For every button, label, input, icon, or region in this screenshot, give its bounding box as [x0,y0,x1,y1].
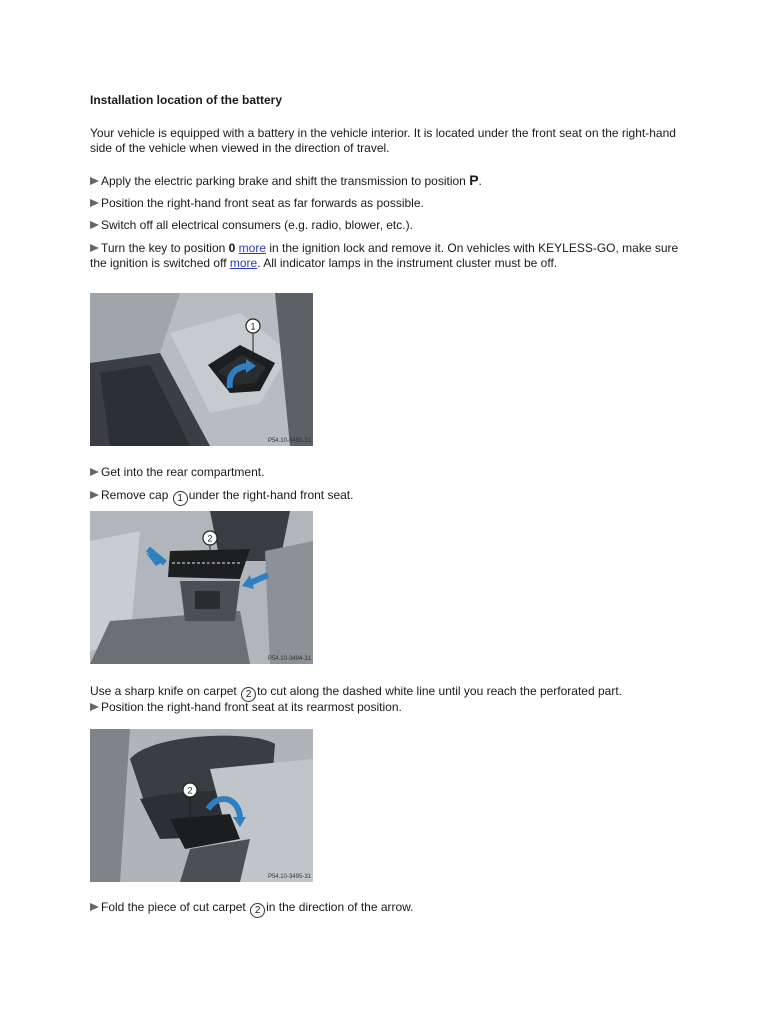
step-rear-compartment: Get into the rear compartment. [90,465,682,480]
callout-ref-2-fold: 2 [250,903,265,918]
callout-2-fold: 2 [187,785,193,796]
bullet-arrow-icon [90,221,99,229]
figure-code: P54.10-3494-31 [267,656,311,662]
callout-1: 1 [250,321,256,332]
step-seat-forward: Position the right-hand front seat as far forwards as possible. [90,196,682,211]
bullet-arrow-icon [90,903,99,911]
step-cut-carpet: Use a sharp knife on carpet 2 to cut along the dashed white line until you reach the perforated part. [90,684,622,700]
figure-code: P54.10-3493-31 [267,438,311,444]
bullet-arrow-icon [90,199,99,207]
position-p: P [469,172,479,188]
callout-ref-2: 2 [241,687,256,702]
bullet-arrow-icon [90,177,99,185]
bullet-arrow-icon [90,244,99,252]
step-remove-cap: Remove cap 1 under the right-hand front seat. [90,488,682,506]
more-link-keyless[interactable]: more [229,256,258,270]
figure-carpet-cut [90,511,313,664]
callout-ref-1: 1 [173,491,188,506]
bullet-arrow-icon [90,703,99,711]
intro-paragraph: Your vehicle is equipped with a battery in the vehicle interior. It is located under the front seat on the right-hand side of the vehicle when viewed in the direction of travel. [90,126,676,155]
figure-fold-carpet [90,729,313,882]
bullet-arrow-icon [90,491,99,499]
callout-2: 2 [207,533,213,544]
section-heading: Installation location of the battery [90,93,283,107]
step-parking-brake: Apply the electric parking brake and shift the transmission to position P. [90,173,682,189]
more-link-ignition[interactable]: more [238,241,266,255]
figure-code: P54.10-3495-31 [267,874,311,880]
figure-seat-cap [90,293,313,446]
step-fold-carpet: Fold the piece of cut carpet 2 in the direction of the arrow. [90,900,682,918]
bullet-arrow-icon [90,468,99,476]
step-seat-rearmost: Position the right-hand front seat at its rearmost position. [90,700,682,715]
step-consumers-off: Switch off all electrical consumers (e.g. radio, blower, etc.). [90,218,682,233]
step-ignition-off: Turn the key to position 0 more in the ignition lock and remove it. On vehicles with KEYLESS-GO, make sure the ignition is switched off more. All indicator lamps in the instrument cluster must be off. [90,241,679,270]
